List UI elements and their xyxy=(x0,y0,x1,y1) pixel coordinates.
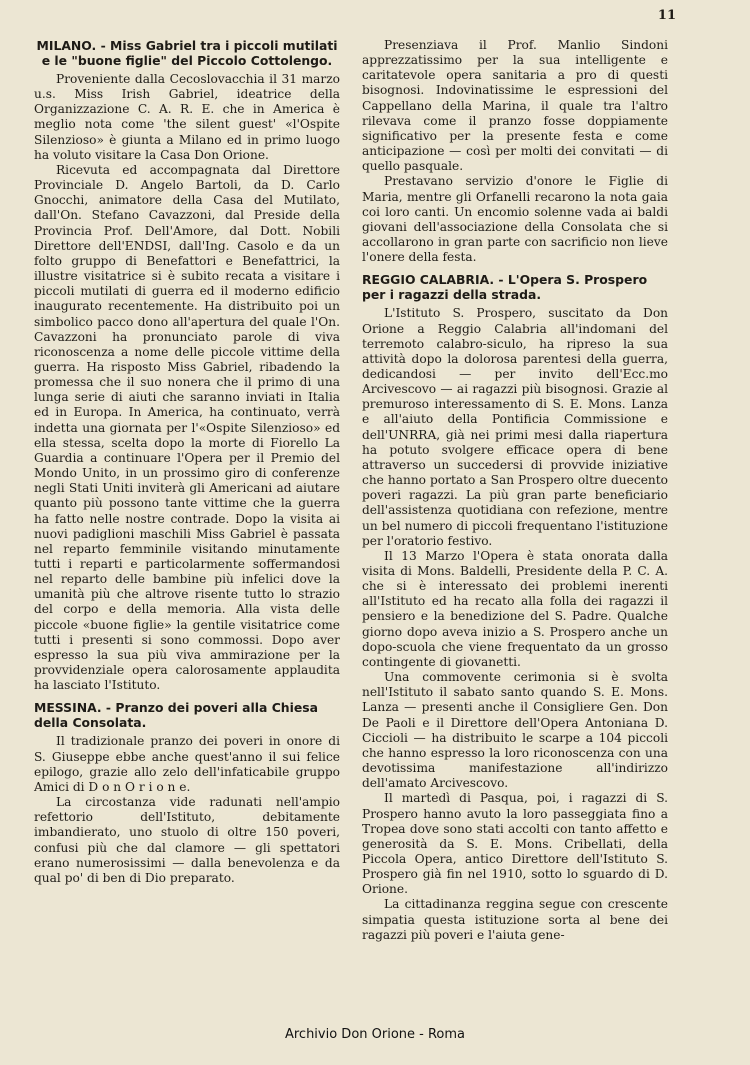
messina-title: - Pranzo dei poveri alla Chiesa della Consolata. xyxy=(34,700,318,731)
reggio-paragraph-4: Il martedì di Pasqua, poi, i ragazzi di S. Prospero hanno avuto la loro passeggiata fino a Tropea dove sono stati accolti con tanto affetto e generosità da S. E. Mons. Cribellati, della Piccola Opera, antico Direttore dell'Istituto S. Prospero già fin nel 1910, sotto lo sguardo di D. Orione. xyxy=(362,791,668,897)
milano-paragraph-2: Ricevuta ed accompagnata dal Direttore Provinciale D. Angelo Bartoli, da D. Carlo Gnocchi, animatore della Casa del Mutilato, dall'On. Stefano Cavazzoni, dal Preside della Provincia Prof. Dell'Amore, dal Dott. Nobili Direttore dell'ENDSI, dall'Ing. Casolo e da un folto gruppo di Benefattori e Benefattrici, la illustre visitatrice si è subito recata a visitare i piccoli mutilati di guerra ed il moderno edificio inaugurato recentemente. Ha distribuito poi un simbolico pacco dono all'apertura del quale l'On. Cavazzoni ha pronunciato parole di viva riconoscenza a nome delle piccole vittime della guerra. Ha risposto Miss Gabriel, ribadendo la promessa che il suo nonera che il primo di una lunga serie di aiuti che saranno inviati in Italia ed in Europa. In America, ha continuato, verrà indetta una giornata per l'«Ospite Silenzioso» ed ella stessa, scelta dopo la morte di Fiorello La Guardia a continuare l'Opera per il Premio del Mondo Unito, in un prossimo giro di conferenze negli Stati Uniti inviterà gli Americani ad aiutare quanto più possono tante vittime che la guerra ha fatto nelle nostre contrade. Dopo la visita ai nuovi padiglioni maschili Miss Gabriel è passata nel reparto femminile visitando minutamente tutti i reparti e particolarmente soffermandosi nel reparto delle bambine più infelici dove la umanità più che altrove risente tutto lo strazio del corpo e della memoria. Alla vista delle piccole «buone figlie» la gentile visitatrice come tutti i presenti si sono commossi. Dopo aver espresso la sua più viva ammirazione per la provvidenziale opera calorosamente applaudita ha lasciato l'Istituto. xyxy=(34,162,340,693)
messina-paragraph-1: Il tradizionale pranzo dei poveri in onore di S. Giuseppe ebbe anche quest'anno il sui felice epilogo, grazie allo zelo dell'infaticabile gruppo Amici di D o n O r i o n e. xyxy=(34,734,340,794)
archive-footer: Archivio Don Orione - Roma xyxy=(284,1027,466,1042)
reggio-paragraph-5: La cittadinanza reggina segue con crescente simpatia questa istituzione sorta al bene dei ragazzi più poveri e l'aiuta gene- xyxy=(362,897,668,942)
right-column xyxy=(362,38,668,943)
milano-place: MILANO. xyxy=(36,38,97,53)
messina-paragraph-3: Presenziava il Prof. Manlio Sindoni apprezzatissimo per la sua intelligente e caritatevole opera sanitaria a pro di questi bisognosi. Indovinatissime le espressioni del Cappellano della Marina, il quale tra l'altro rilevava come il pranzo fosse doppiamente significativo per la presente festa e come anticipazione — così per molti dei convitati — di quello pasquale. xyxy=(362,38,668,174)
reggio-headline xyxy=(362,272,668,302)
messina-paragraph-2: La circostanza vide radunati nell'ampio refettorio dell'Istituto, debitamente imbandierato, uno stuolo di oltre 150 poveri, confusi più che dal clamore — gli spettatori erano numerosissimi — dalla benevolenza e da qual po' di ben di Dio preparato. xyxy=(34,795,340,885)
milano-headline xyxy=(34,38,340,68)
reggio-paragraph-2: Il 13 Marzo l'Opera è stata onorata dalla visita di Mons. Baldelli, Presidente della P. C. A. che si è interessato dei problemi inerenti all'Istituto ed ha recato alla folla dei ragazzi il pensiero e la benedizione del S. Padre. Qualche giorno dopo aveva inizio a S. Prospero anche un dopo-scuola che viene frequentato da un grosso contingente di giovanetti. xyxy=(362,548,668,669)
messina-headline xyxy=(34,700,340,730)
messina-place: MESSINA. xyxy=(34,700,102,716)
reggio-title: - L'Opera S. Prospero per i ragazzi della strada. xyxy=(362,272,648,303)
reggio-paragraph-3: Una commovente cerimonia si è svolta nell'Istituto il sabato santo quando S. E. Mons. Lanza — presenti anche il Consigliere Gen. Don De Paoli e il Direttore dell'Opera Antoniana D. Ciccioli — ha distribuito le scarpe a 104 piccoli che hanno espresso la loro riconoscenza con una devotissima manifestazione all'indirizzo dell'amato Arcivescovo. xyxy=(362,670,668,791)
left-column xyxy=(34,38,340,886)
reggio-paragraph-1: L'Istituto S. Prospero, suscitato da Don Orione a Reggio Calabria all'indomani del terremoto calabro-siculo, ha ripreso la sua attività dopo la dolorosa parentesi della guerra, dedicandosi — per invito dell'Ecc.mo Arcivescovo — ai ragazzi più bisognosi. Grazie al premuroso interessamento di S. E. Mons. Lanza e all'aiuto della Pontificia Commissione e dell'UNRRA, già nei primi mesi dalla riapertura ha potuto svolgere efficace opera di bene attraverso un succedersi di provvide iniziative che hanno portato a San Prospero oltre duecento poveri ragazzi. La più gran parte beneficiario dell'assistenza quotidiana con refezione, mentre un bel numero di piccoli frequentano l'istituzione per l'oratorio festivo. xyxy=(362,306,668,548)
reggio-place: REGGIO CALABRIA. xyxy=(362,272,495,288)
page-number: 11 xyxy=(657,8,676,23)
milano-paragraph-1: Proveniente dalla Cecoslovacchia il 31 marzo u.s. Miss Irish Gabriel, ideatrice della Organizzazione C. A. R. E. che in America è meglio nota come 'the silent guest' «l'Ospite Silenzioso» è giunta a Milano ed in primo luogo ha voluto visitare la Casa Don Orione. xyxy=(34,72,340,162)
messina-paragraph-4: Prestavano servizio d'onore le Figlie di Maria, mentre gli Orfanelli recarono la nota gaia coi loro canti. Un encomio solenne vada ai baldi giovani dell'associazione della Consolata che si accollarono in gran parte con sacrificio non lieve l'onere della festa. xyxy=(362,174,668,265)
milano-title: - Miss Gabriel tra i piccoli mutilati e le "buone figlie" del Piccolo Cottolengo. xyxy=(41,38,338,68)
